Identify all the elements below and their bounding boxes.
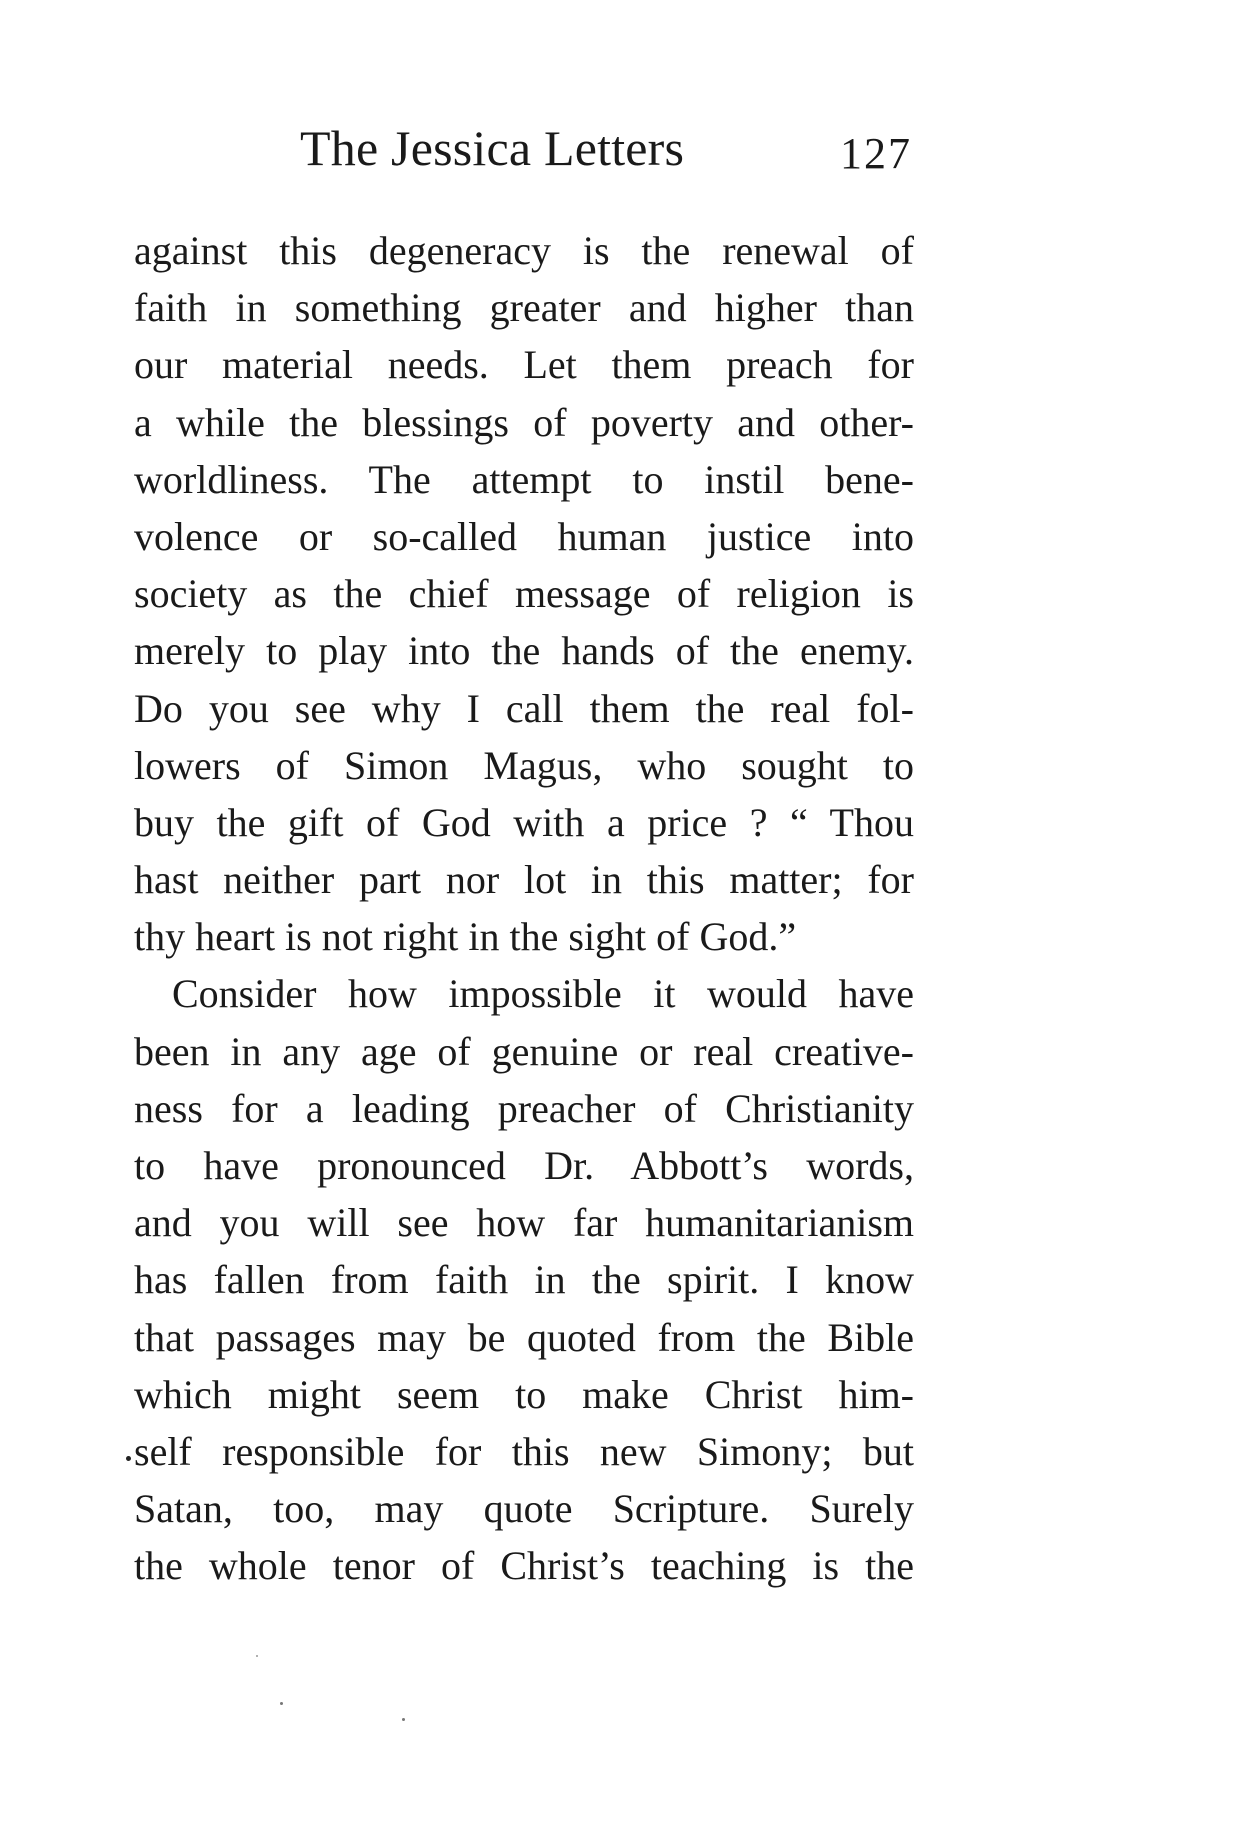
running-head — [300, 118, 920, 178]
text-line: lowers of Simon Magus, who sought to — [134, 742, 914, 788]
text-line: faith in something greater and higher than — [134, 285, 914, 331]
text-line: merely to play into the hands of the enemy. — [134, 628, 914, 674]
ink-speck — [280, 1702, 283, 1705]
text-line: Consider how impossible it would have — [172, 971, 914, 1017]
text-line: hast neither part nor lot in this matter; for — [134, 857, 914, 903]
text-line: self responsible for this new Simony; but — [134, 1428, 914, 1474]
text-line: has fallen from faith in the spirit. I know — [134, 1257, 914, 1303]
text-line: volence or so-called human justice into — [134, 513, 914, 559]
text-line: society as the chief message of religion is — [134, 571, 914, 617]
text-line: buy the gift of God with a price ? “ Thou — [134, 799, 914, 845]
text-line: Satan, too, may quote Scripture. Surely — [134, 1486, 914, 1532]
text-line: a while the blessings of poverty and other- — [134, 399, 914, 445]
text-line: against this degeneracy is the renewal of — [134, 228, 914, 273]
text-line: to have pronounced Dr. Abbott’s words, — [134, 1143, 914, 1188]
text-line: and you will see how far humanitarianism — [134, 1200, 914, 1246]
text-line: our material needs. Let them preach for — [134, 342, 914, 388]
ink-speck — [402, 1718, 405, 1721]
text-line: Do you see why I call them the real fol- — [134, 685, 914, 731]
text-line: that passages may be quoted from the Bible — [134, 1314, 914, 1360]
page-number: 127 — [840, 129, 912, 178]
text-line: thy heart is not right in the sight of God.” — [134, 914, 797, 960]
text-line: been in any age of genuine or real creative- — [134, 1028, 914, 1074]
text-line: which might seem to make Christ him- — [134, 1371, 914, 1417]
text-line: the whole tenor of Christ’s teaching is the — [134, 1543, 914, 1589]
text-line: worldliness. The attempt to instil bene- — [134, 456, 914, 502]
text-line: ness for a leading preacher of Christianity — [134, 1085, 914, 1131]
body-text — [134, 222, 914, 1595]
running-title: The Jessica Letters — [300, 120, 685, 176]
ink-speck — [126, 1456, 131, 1461]
ink-speck — [256, 1655, 258, 1657]
